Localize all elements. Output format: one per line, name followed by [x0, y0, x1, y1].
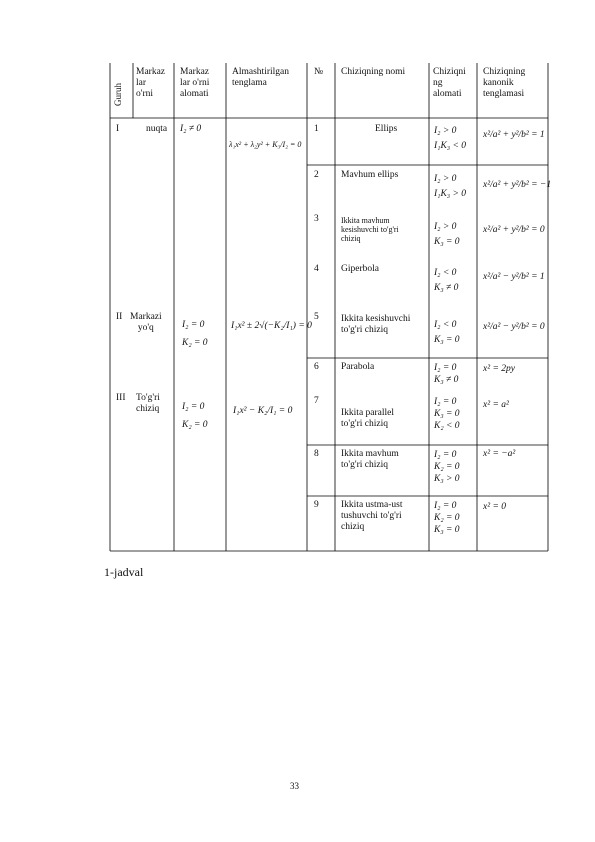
row-number: 5 [314, 312, 319, 322]
row-line-name: Ikkita mavhum to'g'ri chiziq [341, 449, 399, 470]
group-equation: I₁x² − K₂/I₁ = 0 [233, 406, 293, 416]
group-number: I [116, 124, 120, 134]
group-sign: I₂ ≠ 0 [180, 124, 202, 134]
group-equation: I₁x² ± 2√(−K₂/I₁) = 0 [231, 321, 312, 331]
row-canonical: x²/a² + y²/b² = 1 [483, 130, 545, 140]
header-line-sign: Chiziqni ng alomati [433, 67, 466, 99]
group-name: nuqta [146, 124, 168, 134]
header-transformed-equation: Almashtirilgan tenglama [232, 67, 289, 88]
group-sign: I₂ = 0 K₂ = 0 [182, 320, 208, 348]
row-line-name: Ikkita mavhum kesishuvchi to'g'ri chiziq [341, 216, 399, 243]
row-number: 9 [314, 500, 319, 510]
row-number: 4 [314, 264, 319, 274]
row-number: 3 [314, 214, 319, 224]
page-number: 33 [290, 781, 299, 791]
group-equation: λ₁x² + λ₂y² + K₃/I₂ = 0 [229, 140, 302, 149]
row-line-sign: I₂ > 0 I₁K₃ > 0 [434, 174, 467, 199]
row-canonical: x²/a² − y²/b² = 0 [483, 322, 545, 332]
header-group: Guruh [113, 83, 123, 106]
group-name: To'g'ri chiziq [136, 393, 160, 414]
row-line-name: Mavhum ellips [341, 170, 399, 180]
row-line-sign: I₂ > 0 K₃ = 0 [434, 222, 460, 247]
row-line-name: Ikkita parallel to'g'ri chiziq [341, 408, 395, 429]
row-line-sign: I₂ = 0 K₂ = 0 K₃ > 0 [434, 450, 460, 484]
row-number: 1 [314, 124, 319, 134]
row-line-sign: I₂ = 0 K₃ ≠ 0 [434, 363, 459, 385]
row-canonical: x² = −a² [483, 449, 516, 459]
row-canonical: x² = 0 [483, 502, 506, 512]
row-line-name: Parabola [341, 362, 375, 372]
header-canonical-equation: Chiziqning kanonik tenglamasi [483, 67, 526, 99]
row-canonical: x²/a² − y²/b² = 1 [483, 272, 545, 282]
row-line-name: Ellips [375, 124, 398, 134]
row-line-name: Ikkita kesishuvchi to'g'ri chiziq [341, 314, 411, 335]
row-canonical: x²/a² + y²/b² = −1 [483, 180, 552, 190]
group-number: III [116, 393, 126, 403]
row-line-sign: I₂ < 0 K₃ ≠ 0 [434, 268, 459, 293]
header-center-sign: Markaz lar o'rni alomati [180, 67, 210, 99]
row-line-sign: I₂ = 0 K₃ = 0 K₂ < 0 [434, 397, 460, 431]
row-number: 7 [314, 396, 319, 406]
header-line-name: Chiziqning nomi [341, 67, 406, 77]
row-number: 6 [314, 362, 319, 372]
row-line-name: Giperbola [341, 264, 379, 274]
group-sign: I₂ = 0 K₂ = 0 [182, 402, 208, 430]
row-canonical: x²/a² + y²/b² = 0 [483, 225, 545, 235]
group-name: Markazi yo'q [130, 312, 162, 333]
row-number: 2 [314, 170, 319, 180]
row-canonical: x² = a² [483, 400, 509, 410]
header-center-position: Markaz lar o'rni [136, 67, 166, 99]
row-line-name: Ikkita ustma-ust tushuvchi to'g'ri chiziq [341, 500, 403, 532]
row-canonical: x² = 2py [483, 364, 515, 374]
row-line-sign: I₂ < 0 K₃ = 0 [434, 320, 460, 345]
header-number: № [314, 67, 324, 77]
group-number: II [116, 312, 123, 322]
row-line-sign: I₂ > 0 I₁K₃ < 0 [434, 126, 467, 151]
table-caption: 1-jadval [104, 565, 144, 579]
row-number: 8 [314, 449, 319, 459]
row-line-sign: I₂ = 0 K₂ = 0 K₃ = 0 [434, 501, 460, 535]
